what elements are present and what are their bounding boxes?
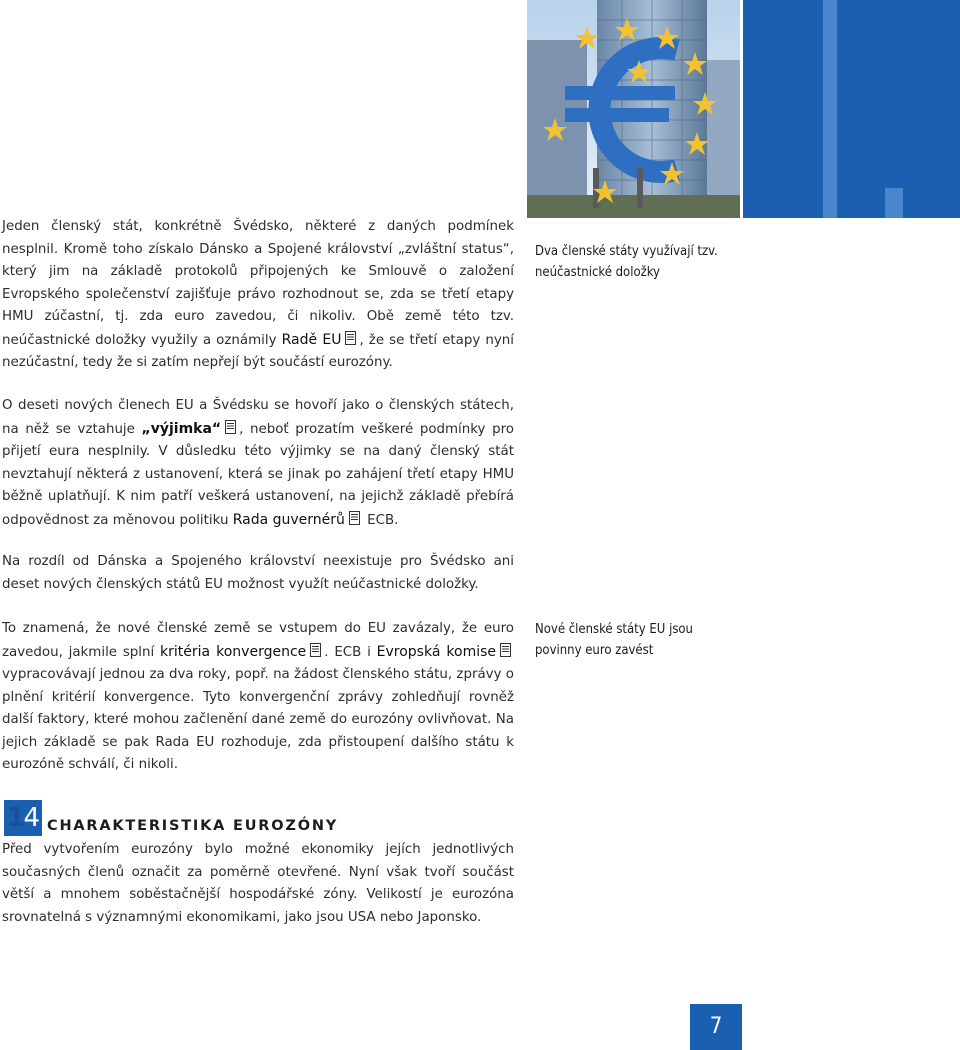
paragraph-1 <box>2 216 514 375</box>
glossary-doc-icon[interactable] <box>345 331 356 345</box>
glossary-term-vyjimka[interactable]: „výjimka“ <box>141 420 222 437</box>
section-number-chapter: 1 <box>7 803 26 833</box>
paragraph-text: Na rozdíl od Dánska a Spojeného království neexistuje pro Švédsko ani deset nových členských států EU možnost využít neúčastnické doložky. <box>2 554 514 592</box>
paragraph-3 <box>2 551 514 596</box>
paragraph-text: Jeden členský stát, konkrétně Švédsko, některé z daných podmínek nesplnil. Kromě toho získalo Dánsko a Spojené království „zvláštní status“, který jim na základě protokolů připojených ke Smlouvě o založení Evropského společenství zajišťuje právo rozhodnout se, zda se třetí etapy HMU zúčastní, tj. zda euro zavedou, či nikoliv. Obě země této tzv. neúčastnické doložky využily a oznámily <box>2 219 514 348</box>
glossary-doc-icon[interactable] <box>225 420 236 434</box>
paragraph-text: O deseti nových členech EU a Švédsku se hovoří jako o členských státech, na něž se vztahuje <box>2 398 514 437</box>
euro-sculpture-photo <box>527 0 740 218</box>
glossary-term-evropska-komise[interactable]: Evropská komise <box>376 643 497 660</box>
paragraph-4 <box>2 618 514 777</box>
paragraph-text: To znamená, že nové členské země se vstupem do EU zavázaly, že euro zavedou, jakmile splní <box>2 621 514 660</box>
section-title: CHARAKTERISTIKA EUROZÓNY <box>47 818 339 834</box>
paragraph-text: , neboť prozatím veškeré podmínky pro přijetí eura nesplnily. V důsledku této výjimky se na daný členský stát nevztahují některá z ustanovení, která se jinak po zahájení třetí etapy HMU běžně uplatňují. K nim patří veškerá ustanovení, na jejichž základě přebírá odpovědnost za měnovou politiku <box>2 421 514 528</box>
paragraph-5 <box>2 839 514 929</box>
panel-stripe <box>823 0 837 218</box>
glossary-doc-icon[interactable] <box>349 511 360 525</box>
glossary-doc-icon[interactable] <box>310 643 321 657</box>
panel-stripe <box>885 188 903 218</box>
header-blue-panel <box>743 0 960 218</box>
paragraph-text: ECB. <box>362 512 399 528</box>
glossary-term-rada-eu[interactable]: Radě EU <box>281 331 342 348</box>
paragraph-text: Před vytvořením eurozóny bylo možné ekonomiky jejích jednotlivých současných členů označit za poměrně otevřené. Nyní však tvoří součást větší a mnohem soběstačnější hospodářské zóny. Velikostí je eurozóna srovnatelná s významnými ekonomikami, jako jsou USA nebo Japonsko. <box>2 842 514 925</box>
paragraph-text: . ECB i <box>324 644 377 660</box>
section-number-badge <box>4 800 42 836</box>
glossary-doc-icon[interactable] <box>500 643 511 657</box>
paragraph-text: vypracovávají jednou za dva roky, popř. na žádost členského státu, zprávy o plnění kritérií konvergence. Tyto konvergenční zprávy zohledňují rovněž další faktory, které mohou začlenění dané země do eurozóny ovlivňovat. Na jejich základě se pak Rada EU rozhoduje, zda přistoupení dalšího státu k eurozóně schválí, či nikoli. <box>2 667 514 772</box>
glossary-term-kriteria-konvergence[interactable]: kritéria konvergence <box>160 643 307 660</box>
section-heading <box>4 800 524 836</box>
side-note-1: Dva členské státy využívají tzv. neúčastnické doložky <box>535 244 718 280</box>
paragraph-text: , že se třetí etapy nyní nezúčastní, tedy že si zatím nepřejí být součástí eurozóny. <box>2 332 515 370</box>
glossary-term-rada-guverneru[interactable]: Rada guvernérů <box>232 511 345 528</box>
section-number-sub: 4 <box>23 803 40 833</box>
side-note-2: Nové členské státy EU jsou povinny euro zavést <box>535 622 693 658</box>
page-number: 7 <box>690 1004 742 1050</box>
paragraph-2 <box>2 395 514 532</box>
